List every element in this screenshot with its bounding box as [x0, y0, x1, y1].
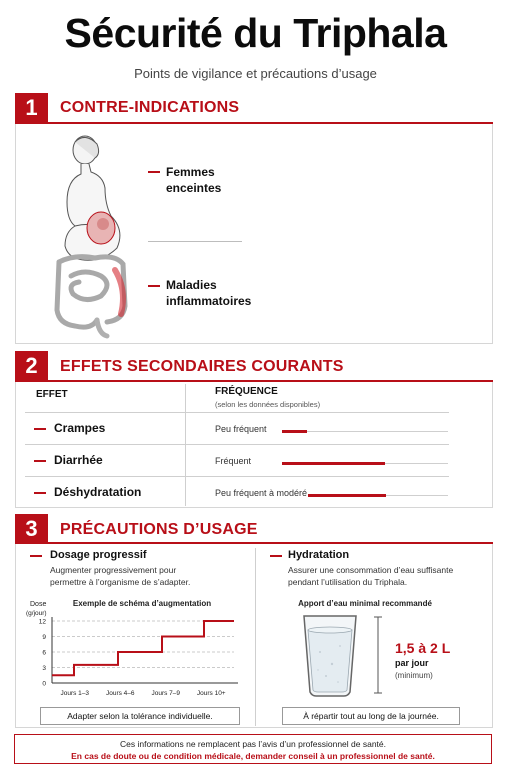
- dosage-text: Augmenter progressivement pour permettre à l’organisme de s’adapter.: [50, 565, 191, 587]
- effect-label: Crampes: [54, 421, 106, 435]
- fetus-icon: [97, 218, 109, 230]
- x-tick-label: Jours 1–3: [60, 690, 90, 697]
- divider: [148, 241, 242, 242]
- bullet-dash-icon: [148, 285, 160, 287]
- y-tick-label: 3: [42, 665, 46, 672]
- bullet-dash-icon: [30, 555, 42, 557]
- bullet-dash-icon: [34, 460, 46, 462]
- frequency-bar: [282, 430, 307, 433]
- section-1-title: CONTRE-INDICATIONS: [60, 99, 240, 116]
- row-divider: [25, 476, 449, 477]
- section-3-title: PRÉCAUTIONS D’USAGE: [60, 521, 258, 538]
- water-title: Apport d’eau minimal recommandé: [298, 599, 432, 608]
- page-title: Sécurité du Triphala: [64, 10, 447, 56]
- water-amount: 1,5 à 2 L: [395, 640, 451, 656]
- y-axis-label: Dose: [30, 601, 47, 608]
- page-subtitle: Points de vigilance et précautions d’usage: [134, 66, 377, 81]
- bullet-dash-icon: [34, 492, 46, 494]
- dosage-title: Dosage progressif: [50, 549, 147, 561]
- effect-label: Déshydratation: [54, 485, 142, 499]
- table-divider: [25, 412, 449, 413]
- bullet-dash-icon: [270, 555, 282, 557]
- contraindication-item: Femmes enceintes: [166, 165, 222, 195]
- dosage-note: Adapter selon la tolérance individuelle.: [40, 707, 240, 725]
- x-tick-label: Jours 10+: [196, 690, 226, 697]
- dose-chart: [20, 594, 250, 700]
- frequency-label: Peu fréquent: [215, 424, 267, 434]
- column-header-note: (selon les données disponibles): [215, 400, 321, 409]
- water-minimum: (minimum): [395, 671, 433, 680]
- y-tick-label: 12: [38, 618, 46, 626]
- water-glass-icon: [300, 612, 360, 698]
- disclaimer-line-1: Ces informations ne remplacent pas l’avis d’un professionnel de santé.: [119, 739, 386, 749]
- x-tick-label: Jours 4–6: [105, 690, 135, 697]
- column-header-effect: EFFET: [36, 389, 68, 400]
- chart-title: Exemple de schéma d’augmentation: [72, 599, 212, 608]
- disclaimer-line-2: En cas de doute ou de condition médicale, demander conseil à un professionnel de santé.: [71, 751, 435, 761]
- measure-bracket-icon: [373, 616, 383, 694]
- frequency-label: Fréquent: [215, 456, 252, 466]
- hydration-note: À répartir tout au long de la journée.: [282, 707, 460, 725]
- frequency-label: Peu fréquent à modéré: [215, 488, 308, 498]
- disclaimer-box: [14, 734, 492, 764]
- section-1-number: 1: [15, 93, 48, 123]
- pregnancy-illustration: [45, 130, 140, 340]
- precautions-divider: [255, 548, 256, 726]
- y-tick-label: 0: [42, 680, 46, 688]
- water-per-day: par jour: [395, 658, 429, 668]
- frequency-bar: [282, 462, 385, 465]
- x-tick-label: Jours 7–9: [151, 690, 181, 697]
- bullet-dash-icon: [34, 428, 46, 430]
- section-2-number: 2: [15, 351, 48, 381]
- column-header-frequency: FRÉQUENCE: [215, 386, 278, 397]
- section-3-number: 3: [15, 514, 48, 544]
- row-divider: [25, 444, 449, 445]
- hydration-title: Hydratation: [288, 549, 350, 561]
- section-2-title: EFFETS SECONDAIRES COURANTS: [60, 358, 344, 375]
- effect-label: Diarrhée: [54, 453, 103, 467]
- y-axis-label: (g/jour): [26, 610, 47, 617]
- hydration-text: Assurer une consommation d’eau suffisante pendant l’utilisation du Triphala.: [288, 565, 454, 587]
- column-divider: [185, 384, 186, 506]
- contraindication-item: Maladies inflammatoires: [166, 278, 252, 308]
- frequency-bar: [308, 494, 386, 497]
- bullet-dash-icon: [148, 171, 160, 173]
- y-tick-label: 9: [42, 634, 46, 641]
- dose-step-line: [52, 621, 234, 675]
- y-tick-label: 6: [42, 649, 46, 657]
